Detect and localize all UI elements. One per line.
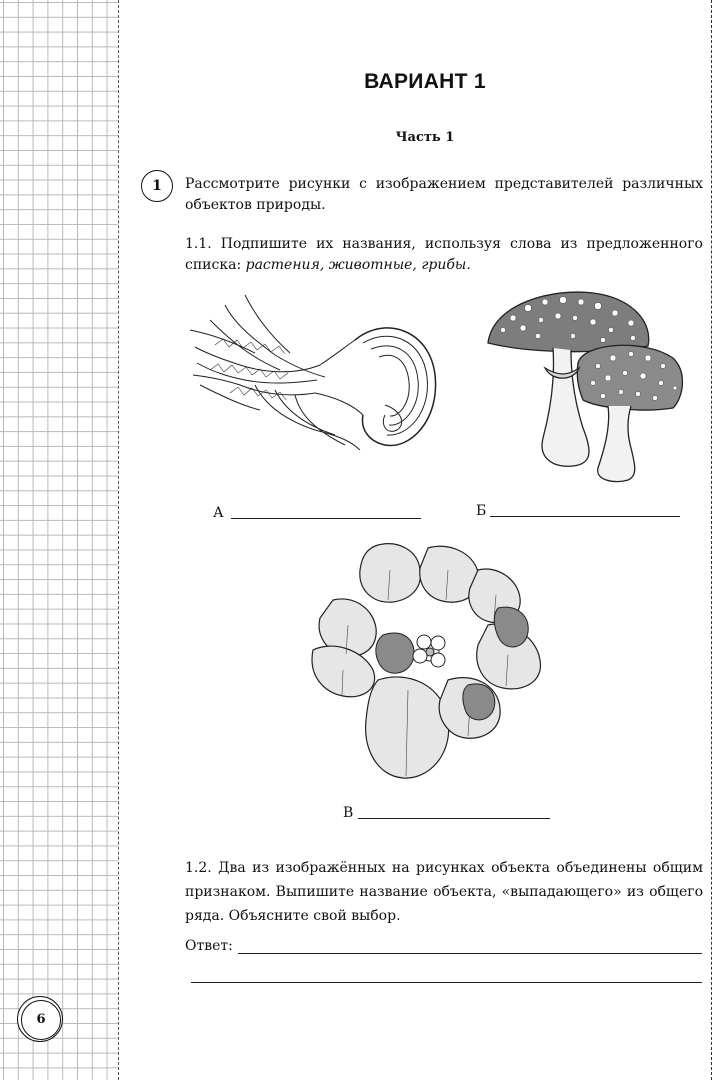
answer-label: Ответ: [185, 938, 233, 954]
label-b: Б [476, 503, 487, 519]
jellyfish-illustration [185, 285, 450, 470]
mushrooms-illustration [483, 288, 683, 488]
page-number: 6 [21, 1000, 61, 1040]
part-heading: Часть 1 [395, 130, 455, 145]
task-number-badge: 1 [141, 170, 173, 202]
page-title: ВАРИАНТ 1 [364, 70, 486, 93]
label-a: А [213, 505, 224, 521]
label-c: В [343, 805, 354, 821]
question-1-1-word-list: растения, животные, грибы. [245, 257, 471, 273]
cut-line-left [118, 0, 119, 1080]
question-1-2: 1.2. Два из изображённых на рисунках объекта объединены общим признаком. Выпишите название объекта, «выпадающего» из общего ряда. Объясните свой выбор. [185, 860, 703, 924]
strawberry-illustration [308, 540, 548, 785]
answer-line-b[interactable] [490, 516, 680, 517]
cut-line-right [711, 0, 712, 1080]
answer-line-1[interactable] [238, 953, 702, 954]
question-1-1 [185, 234, 703, 276]
page-number-badge [17, 996, 63, 1042]
answer-line-2[interactable] [191, 982, 702, 983]
answer-line-a[interactable] [231, 518, 421, 519]
graph-paper-margin [0, 0, 118, 1080]
question-1-1-text: 1.1. Подпишите их названия, используя слова из предложенного списка: [185, 236, 703, 273]
task-intro: Рассмотрите рисунки с изображением представителей различных объектов природы. [185, 176, 703, 213]
answer-line-c[interactable] [358, 818, 550, 819]
